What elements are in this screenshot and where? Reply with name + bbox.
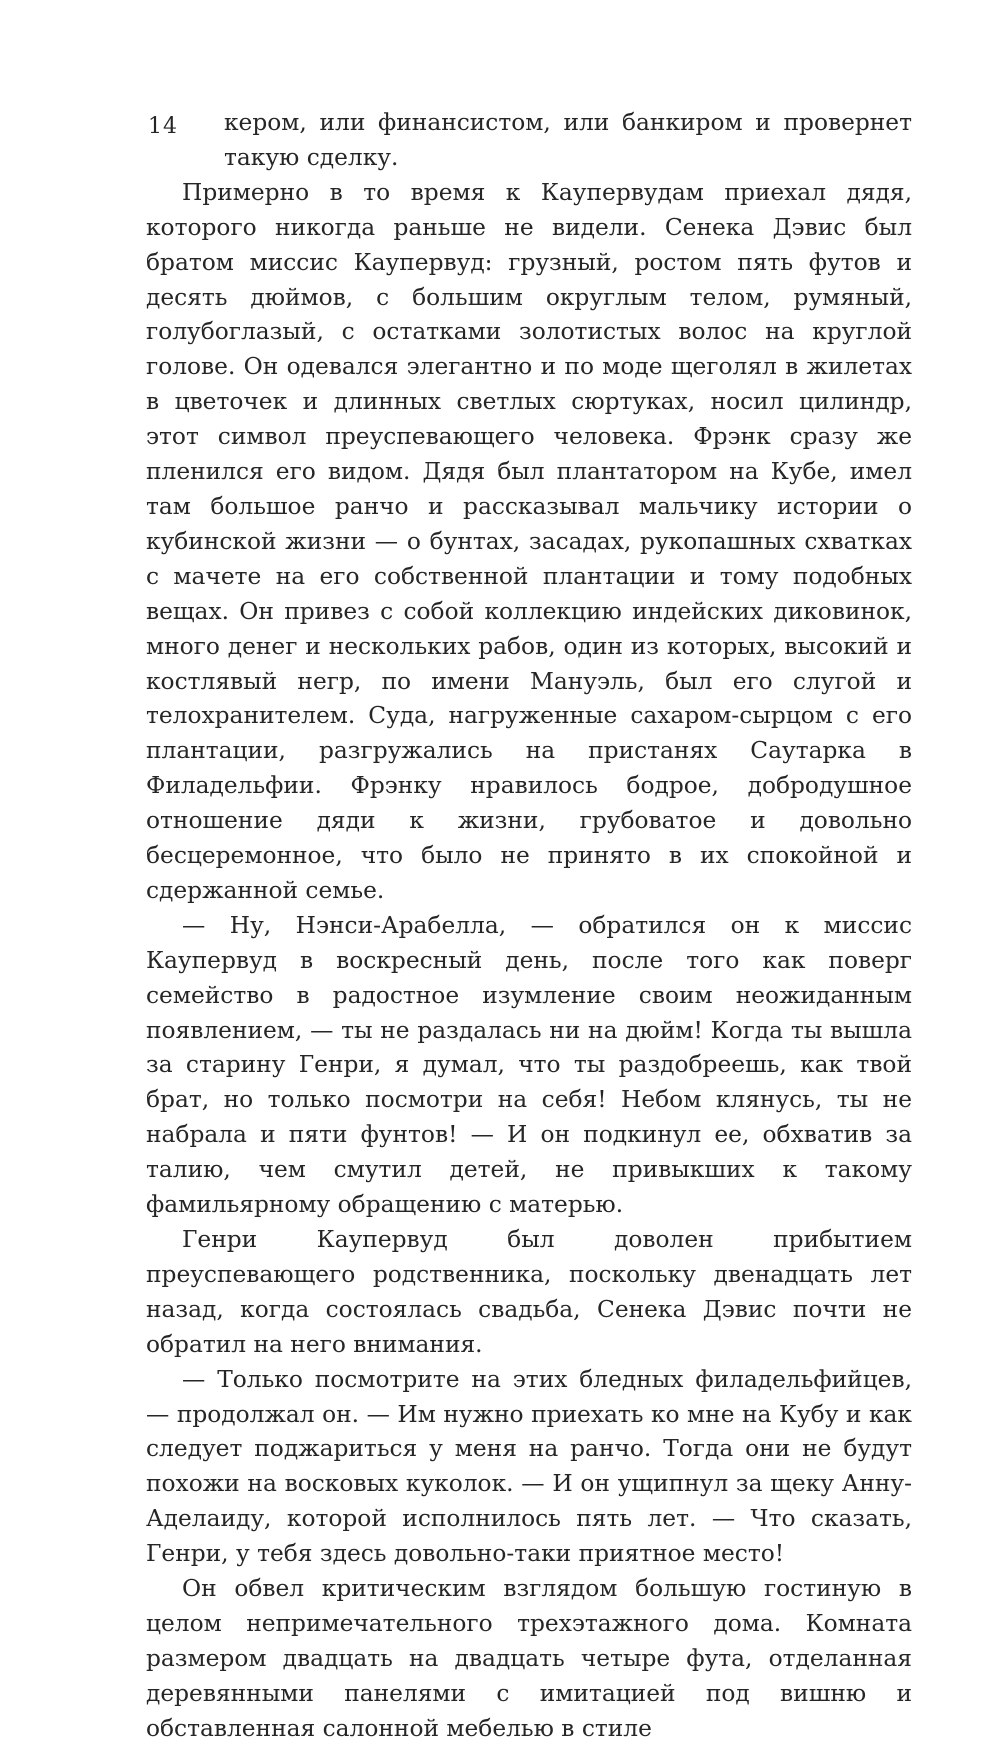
- page-number: 14: [148, 114, 178, 139]
- body-text: [146, 106, 912, 1747]
- paragraph: — Ну, Нэнси-Арабелла, — обратился он к миссис Каупервуд в воскресный день, после того как поверг семейство в радостное изумление своим неожиданным появлением, — ты не раздалась ни на дюйм! Когда ты вышла за старину Генри, я думал, что ты раздобреешь, как твой брат, но только посмотри на себя! Небом клянусь, ты не набрала и пяти фунтов! — И он подкинул ее, обхватив за талию, чем смутил детей, не привыкших к такому фамильярному обращению с матерью.: [146, 911, 912, 1219]
- paragraph: Генри Каупервуд был доволен прибытием преуспевающего родственника, поскольку двенадцать лет назад, когда состоялась свадьба, Сенека Дэвис почти не обратил на него внимания.: [146, 1226, 912, 1358]
- paragraph: Он обвел критическим взглядом большую гостиную в целом непримечательного трехэтажного дома. Комната размером двадцать на двадцать четыре фута, отделанная деревянными панелями с имитацией под вишню и обставленная салонной мебелью в стиле: [146, 1575, 912, 1742]
- paragraph: кером, или финансистом, или банкиром и провернет такую сделку.: [224, 109, 912, 171]
- paragraph: Примерно в то время к Каупервудам приехал дядя, которого никогда раньше не видели. Сенека Дэвис был братом миссис Каупервуд: грузный, ростом пять футов и десять дюймов, с большим округлым телом, румяный, голубоглазый, с остатками золотистых волос на круглой голове. Он одевался элегантно и по моде щеголял в жилетах в цветочек и длинных светлых сюртуках, носил цилиндр, этот символ преуспевающего человека. Фрэнк сразу же пленился его видом. Дядя был плантатором на Кубе, имел там большое ранчо и рассказывал мальчику истории о кубинской жизни — о бунтах, засадах, рукопашных схватках с мачете на его собственной плантации и тому подобных вещах. Он привез с собой коллекцию индейских диковинок, много денег и нескольких рабов, один из которых, высокий и костлявый негр, по имени Мануэль, был его слугой и телохранителем. Суда, нагруженные сахаром-сырцом с его плантации, разгружались на пристанях Саутарка в Филадельфии. Фрэнку нравилось бодрое, добродушное отношение дяди к жизни, грубоватое и довольно бесцеремонное, что было не принято в их спокойной и сдержанной семье.: [146, 178, 912, 904]
- paragraph: — Только посмотрите на этих бледных филадельфийцев, — продолжал он. — Им нужно приехать ко мне на Кубу и как следует поджариться у меня на ранчо. Тогда они не будут похожи на восковых куколок. — И он ущипнул за щеку Анну-Аделаиду, которой исполнилось пять лет. — Что сказать, Генри, у тебя здесь довольно-таки приятное место!: [146, 1365, 912, 1568]
